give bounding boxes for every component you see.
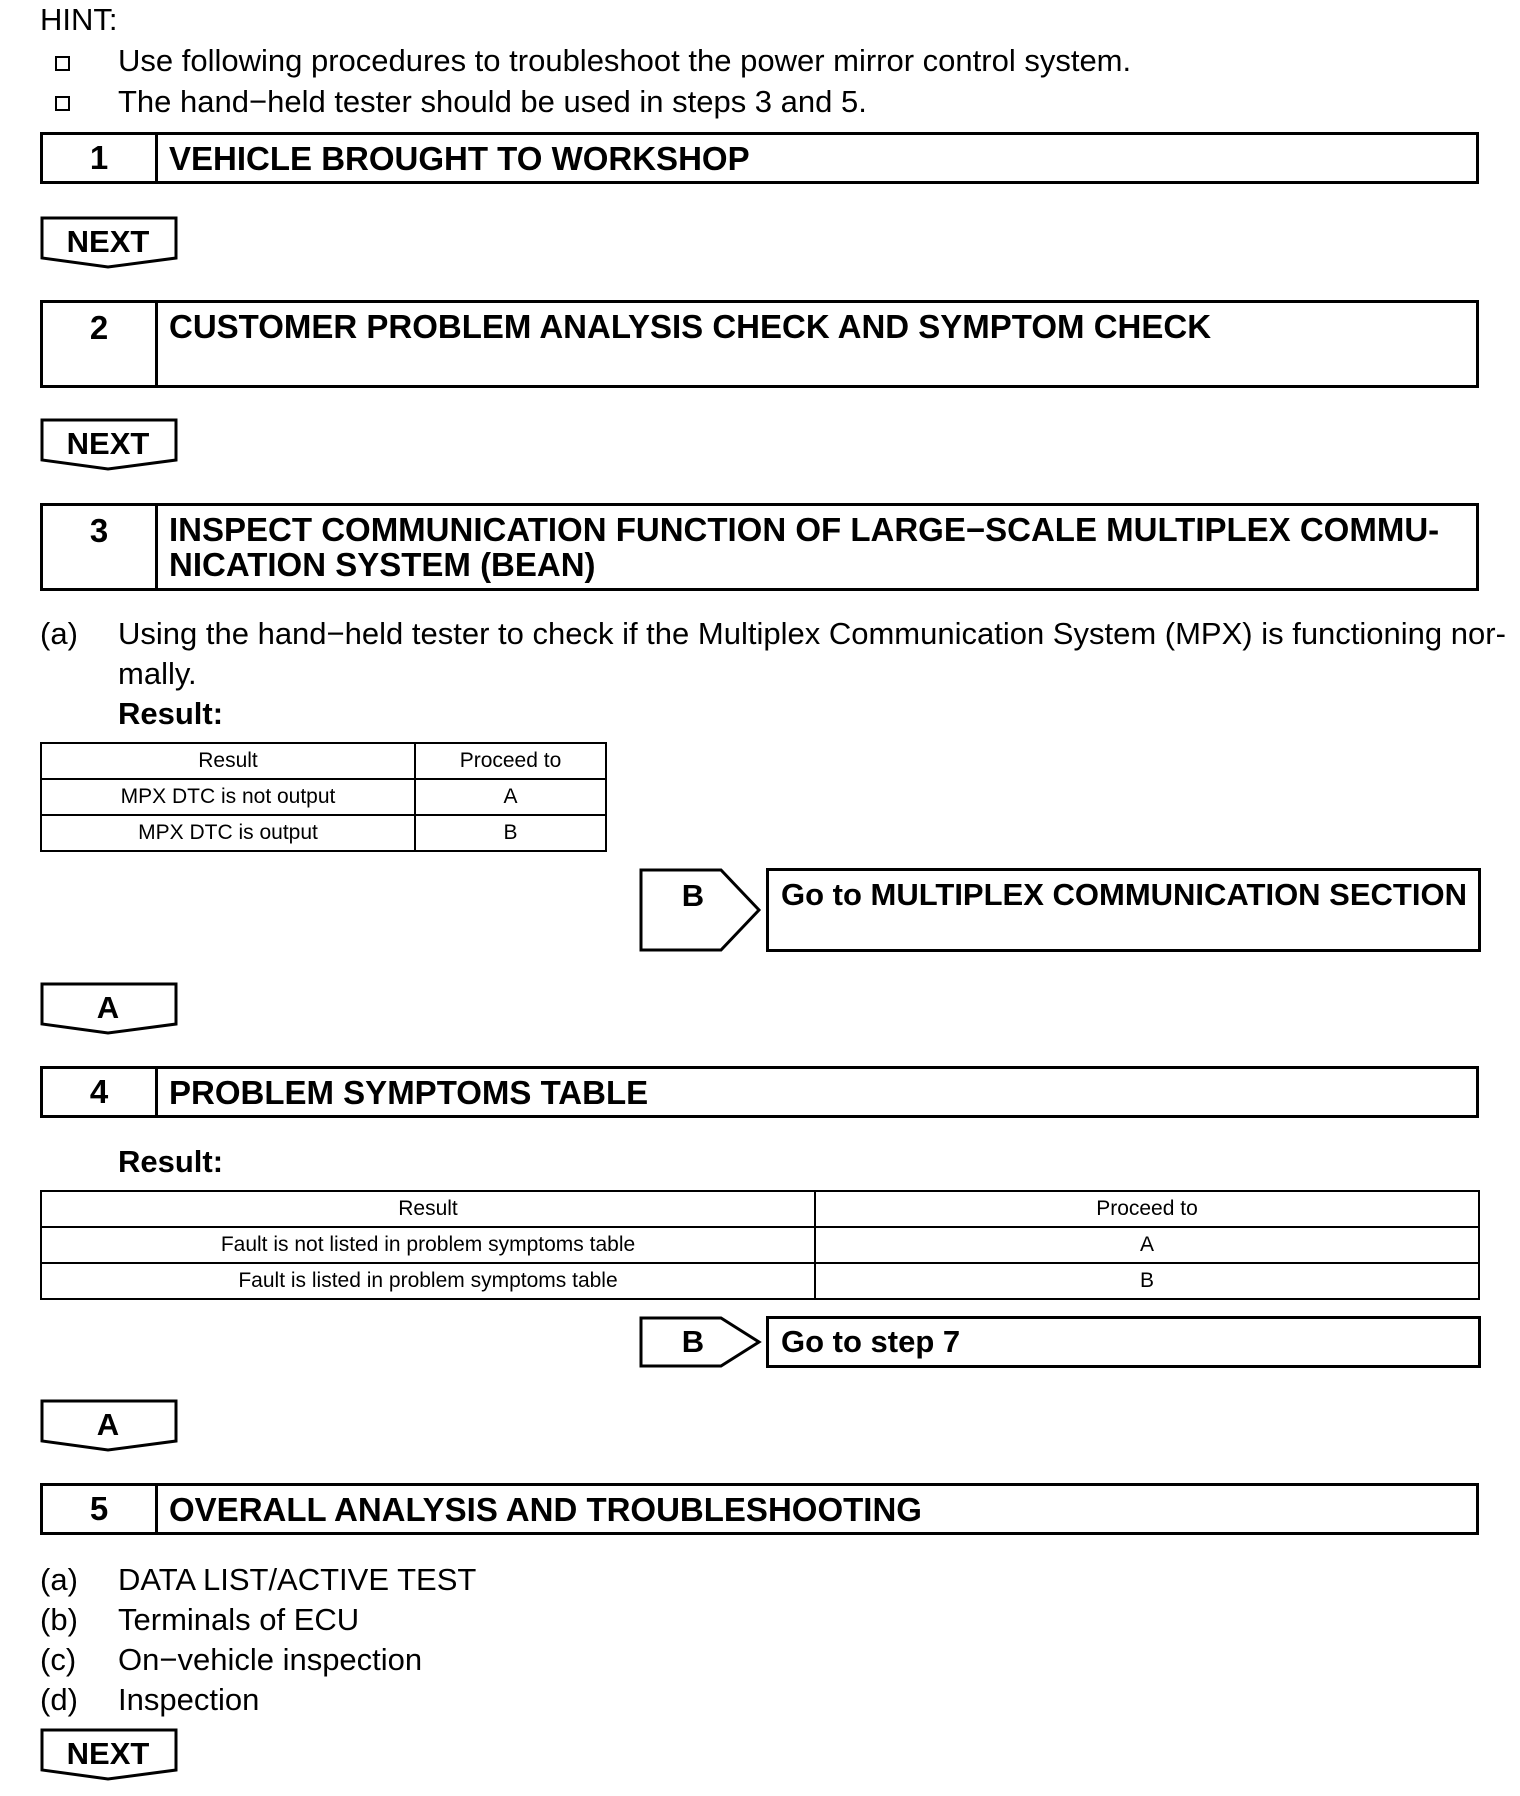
- table-cell: MPX DTC is not output: [41, 779, 415, 815]
- branch-b: [639, 1316, 1481, 1368]
- step-number: 3: [43, 506, 158, 588]
- next-label: NEXT: [66, 426, 150, 461]
- table-cell: B: [815, 1263, 1479, 1299]
- step-title-line: INSPECT COMMUNICATION FUNCTION OF LARGE−SCALE MULTIPLEX COMMU-: [169, 511, 1440, 548]
- substep-text: On−vehicle inspection: [118, 1642, 423, 1677]
- step-title: CUSTOMER PROBLEM ANALYSIS CHECK AND SYMPTOM CHECK: [169, 308, 1212, 345]
- branch-b: [639, 868, 1481, 952]
- branch-destination-text: Go to MULTIPLEX COMMUNICATION SECTION: [781, 877, 1467, 912]
- branch-label: B: [681, 878, 705, 913]
- substep-text: Inspection: [118, 1682, 260, 1717]
- substep-label: (a): [40, 1562, 78, 1597]
- table-row: [41, 1263, 1479, 1299]
- branch-destination-text: Go to step 7: [781, 1324, 961, 1359]
- table-header: Result: [41, 1191, 815, 1227]
- result-label: Result:: [118, 1144, 224, 1179]
- hint-label: HINT:: [40, 2, 118, 37]
- step-number: 4: [43, 1069, 158, 1115]
- branch-destination: [766, 1316, 1481, 1368]
- hint-item: Use following procedures to troubleshoot the power mirror control system.: [118, 43, 1132, 78]
- step-title: VEHICLE BROUGHT TO WORKSHOP: [169, 140, 750, 177]
- table-header: Proceed to: [815, 1191, 1479, 1227]
- step-5-header: [40, 1483, 1479, 1535]
- checkbox-icon: [55, 96, 70, 111]
- step-number: 2: [43, 303, 158, 385]
- step-1-header: [40, 132, 1479, 184]
- table-cell: MPX DTC is output: [41, 815, 415, 851]
- substep-text: Using the hand−held tester to check if the Multiplex Communication System (MPX) is functioning nor-: [118, 616, 1506, 651]
- a-indicator: [40, 982, 180, 1036]
- next-label: NEXT: [66, 224, 150, 259]
- step-number: 1: [43, 135, 158, 181]
- next-indicator: [40, 216, 180, 270]
- substep-text: mally.: [118, 656, 197, 691]
- step-number: 5: [43, 1486, 158, 1532]
- table-header: Result: [41, 743, 415, 779]
- substep-label: (b): [40, 1602, 78, 1637]
- branch-label: B: [681, 1324, 705, 1359]
- step-title-line: NICATION SYSTEM (BEAN): [169, 546, 596, 583]
- table-header-row: [41, 743, 606, 779]
- table-cell: A: [415, 779, 606, 815]
- table-cell: Fault is listed in problem symptoms table: [41, 1263, 815, 1299]
- step-title: PROBLEM SYMPTOMS TABLE: [169, 1074, 649, 1111]
- step-4-header: [40, 1066, 1479, 1118]
- step-title: OVERALL ANALYSIS AND TROUBLESHOOTING: [169, 1491, 922, 1528]
- a-indicator: [40, 1399, 180, 1453]
- next-indicator: [40, 1728, 180, 1782]
- substep-text: Terminals of ECU: [118, 1602, 360, 1637]
- substep-label: (a): [40, 616, 78, 651]
- table-cell: Fault is not listed in problem symptoms table: [41, 1227, 815, 1263]
- checkbox-icon: [55, 56, 70, 71]
- table-cell: A: [815, 1227, 1479, 1263]
- table-row: [41, 1227, 1479, 1263]
- next-label: NEXT: [66, 1736, 150, 1771]
- result-table: [40, 742, 607, 852]
- table-cell: B: [415, 815, 606, 851]
- result-label: Result:: [118, 696, 224, 731]
- a-label: A: [96, 990, 120, 1025]
- substep-text: DATA LIST/ACTIVE TEST: [118, 1562, 477, 1597]
- step-title: [169, 512, 1462, 582]
- step-3-header: [40, 503, 1479, 591]
- next-indicator: [40, 418, 180, 472]
- substep-label: (c): [40, 1642, 77, 1677]
- substep-label: (d): [40, 1682, 78, 1717]
- step-2-header: [40, 300, 1479, 388]
- table-row: [41, 779, 606, 815]
- table-row: [41, 815, 606, 851]
- result-table: [40, 1190, 1480, 1300]
- a-label: A: [96, 1407, 120, 1442]
- hint-item: The hand−held tester should be used in steps 3 and 5.: [118, 84, 867, 119]
- table-header: Proceed to: [415, 743, 606, 779]
- table-header-row: [41, 1191, 1479, 1227]
- branch-destination: [766, 868, 1481, 952]
